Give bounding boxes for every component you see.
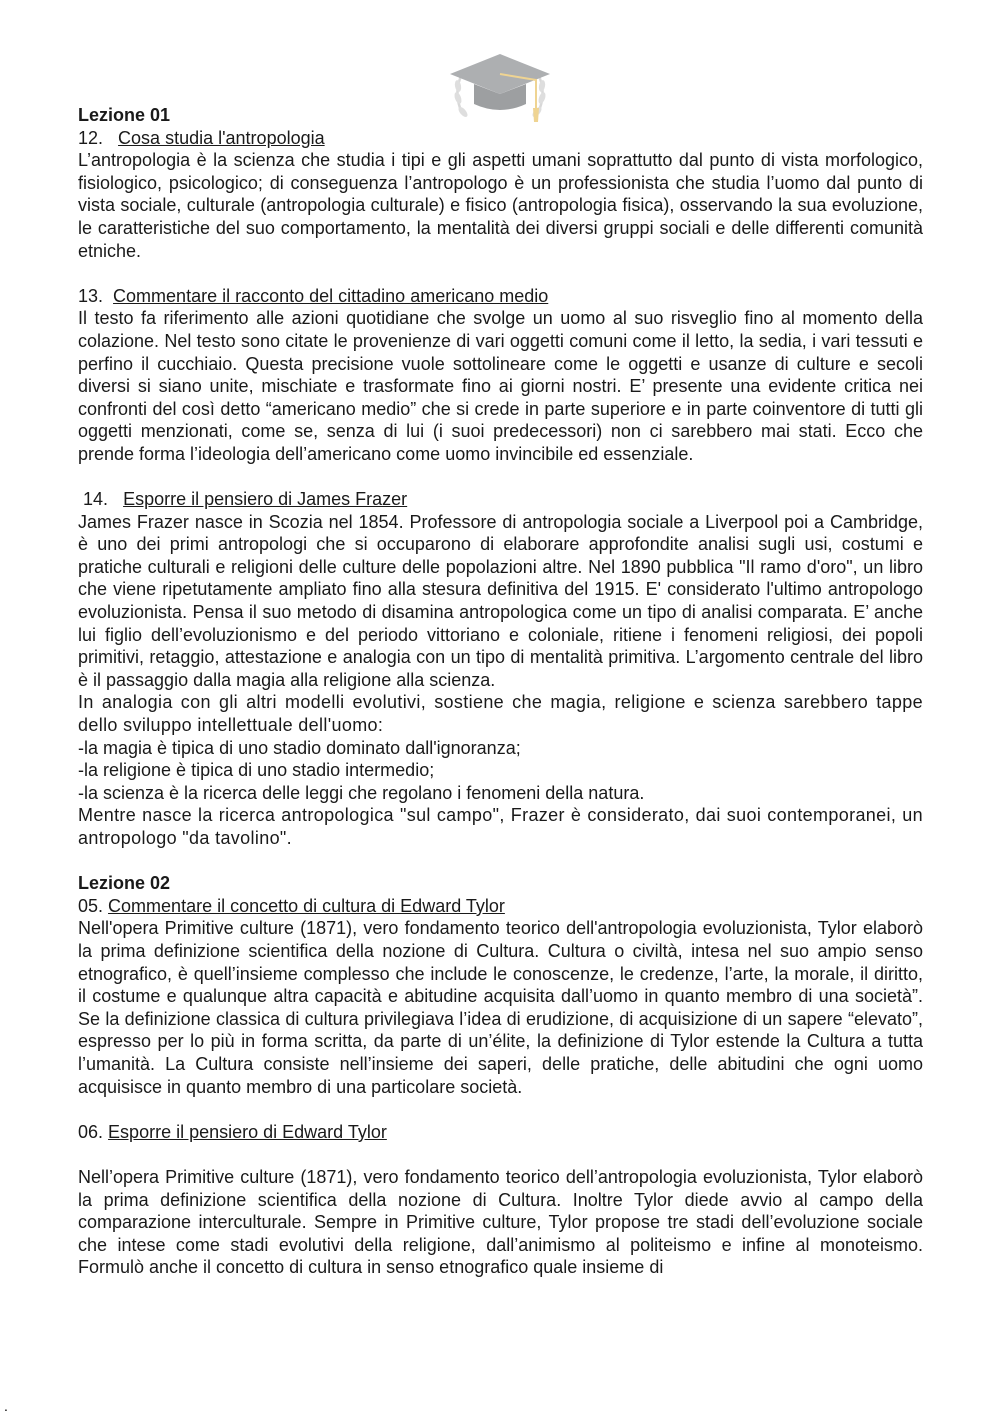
document-page (78, 104, 923, 1279)
question-06-heading (78, 1121, 923, 1144)
question-12-title: Cosa studia l'antropologia (118, 127, 325, 148)
question-05-number: 05. (78, 895, 104, 916)
question-13-heading (78, 285, 923, 308)
question-06-title: Esporre il pensiero di Edward Tylor (108, 1121, 387, 1142)
question-05-body: Nell'opera Primitive culture (1871), vero fondamento teorico dell'antropologia evoluzionista, Tylor elaborò la prima definizione scientifica della nozione di Cultura. Cultura o civiltà, intesa nel suo ampio senso etnografico, è quell’insieme complesso che include le conoscenze, le credenze, l’arte, la morale, il diritto, il costume e qualunque altra capacità e abitudine acquisita dall’uomo in quanto membro di una società”. Se la definizione classica di cultura privilegiava l’idea di erudizione, di acquisizione di un sapere “elevato”, espresso per lo più in forma scritta, da parte di un’élite, la definizione di Tylor estende la Cultura a tutta l’umanità. La Cultura consiste nell’insieme dei saperi, delle pratiche, delle abitudini che ogni uomo acquisisce in quanto membro di una particolare società. (78, 918, 923, 1097)
question-13-number: 13. (78, 285, 104, 306)
question-14-body-3: Mentre nasce la ricerca antropologica "sul campo", Frazer è considerato, dai suoi contemporanei, un antropologo "da tavolino". (78, 805, 923, 848)
question-12-number: 12. (78, 127, 104, 148)
lesson-01-title: Lezione 01 (78, 105, 171, 125)
list-item: -la religione è tipica di uno stadio intermedio; (78, 760, 435, 781)
question-14-number: 14. (83, 489, 109, 510)
list-item: -la scienza è la ricerca delle leggi che regolano i fenomeni della natura. (78, 782, 645, 803)
question-13-body: Il testo fa riferimento alle azioni quotidiane che svolge un uomo al suo risveglio fino al momento della colazione. Nel testo sono citate le provenienze di vari oggetti comuni come il letto, la sedia, i vari tessuti e perfino il cucchiaio. Questa precisione vuole sottolineare come le oggetti e usanze di culture e secoli diversi si siano unite, mischiate e trasformate fino ai giorni nostri. E’ presente una evidente critica nei confronti del così detto “americano medio” che si crede in parte superiore e in parte coinventore di tutti gli oggetti menzionati, come se, senza di lui (i suoi predecessori) non ci sarebbero mai stati. Ecco che prende forma l’ideologia dell’americano come uomo invincibile ed essenziale. (78, 308, 923, 464)
question-14-body-2: In analogia con gli altri modelli evolutivi, sostiene che magia, religione e scienza sarebbero tappe dello sviluppo intellettuale dell'uomo: (78, 692, 923, 736)
question-14-body: James Frazer nasce in Scozia nel 1854. Professore di antropologia sociale a Liverpool poi a Cambridge, è uno dei primi antropologi che si occuparono di elaborare approfondite analisi sugli usi, costumi e pratiche culturali e religioni delle culture delle popolazioni altre. Nel 1890 pubblica "Il ramo d'oro", un libro che viene ripetutamente ampliato fino alla stesura definitiva del 1915. E' considerato l'ultimo antropologo evoluzionista. Pensa il suo metodo di disamina antropologica come un tipo di analisi comparata. E’ anche lui figlio dell’evoluzionismo e del periodo vittoriano e coloniale, ritiene i fenomeni religiosi, dei popoli primitivi, retaggio, attestazione e analogia con un tipo di mentalità primitiva. L’argomento centrale del libro è il passaggio dalla magia alla religione alla scienza. (78, 511, 923, 690)
question-06-number: 06. (78, 1121, 104, 1142)
question-06-body: Nell’opera Primitive culture (1871), vero fondamento teorico dell’antropologia evoluzionista, Tylor elaborò la prima definizione scientifica della nozione di Cultura. Inoltre Tylor diede avvio al campo della comparazione interculturale. Sempre in Primitive culture, Tylor propose tre stadi dell’evoluzione sociale che intese come stadi evolutivi della religione, dall’animismo al politeismo e infine al monoteismo. Formulò anche il concetto di cultura in senso etnografico quale insieme di (78, 1166, 923, 1278)
question-12-body: L’antropologia è la scienza che studia i tipi e gli aspetti umani soprattutto dal punto di vista morfologico, fisiologico, psicologico; di conseguenza l’antropologo è un professionista che studia l’uomo dal punto di vista sociale, culturale (antropologia culturale) e fisico (antropologia fisica), osservando la sua evoluzione, le caratteristiche del suo comportamento, la mentalità dei diversi gruppi sociali e delle differenti comunità etniche. (78, 150, 923, 261)
lesson-02-title: Lezione 02 (78, 873, 171, 894)
question-14-heading (78, 488, 923, 511)
list-item: -la magia è tipica di uno stadio dominato dall'ignoranza; (78, 737, 521, 758)
question-05-title: Commentare il concetto di cultura di Edward Tylor (108, 895, 505, 916)
question-14-title: Esporre il pensiero di James Frazer (123, 489, 408, 510)
question-12-heading (78, 127, 923, 150)
question-13-title: Commentare il racconto del cittadino americano medio (113, 285, 549, 306)
question-05-heading (78, 895, 923, 918)
page-mark: . (4, 1398, 8, 1414)
